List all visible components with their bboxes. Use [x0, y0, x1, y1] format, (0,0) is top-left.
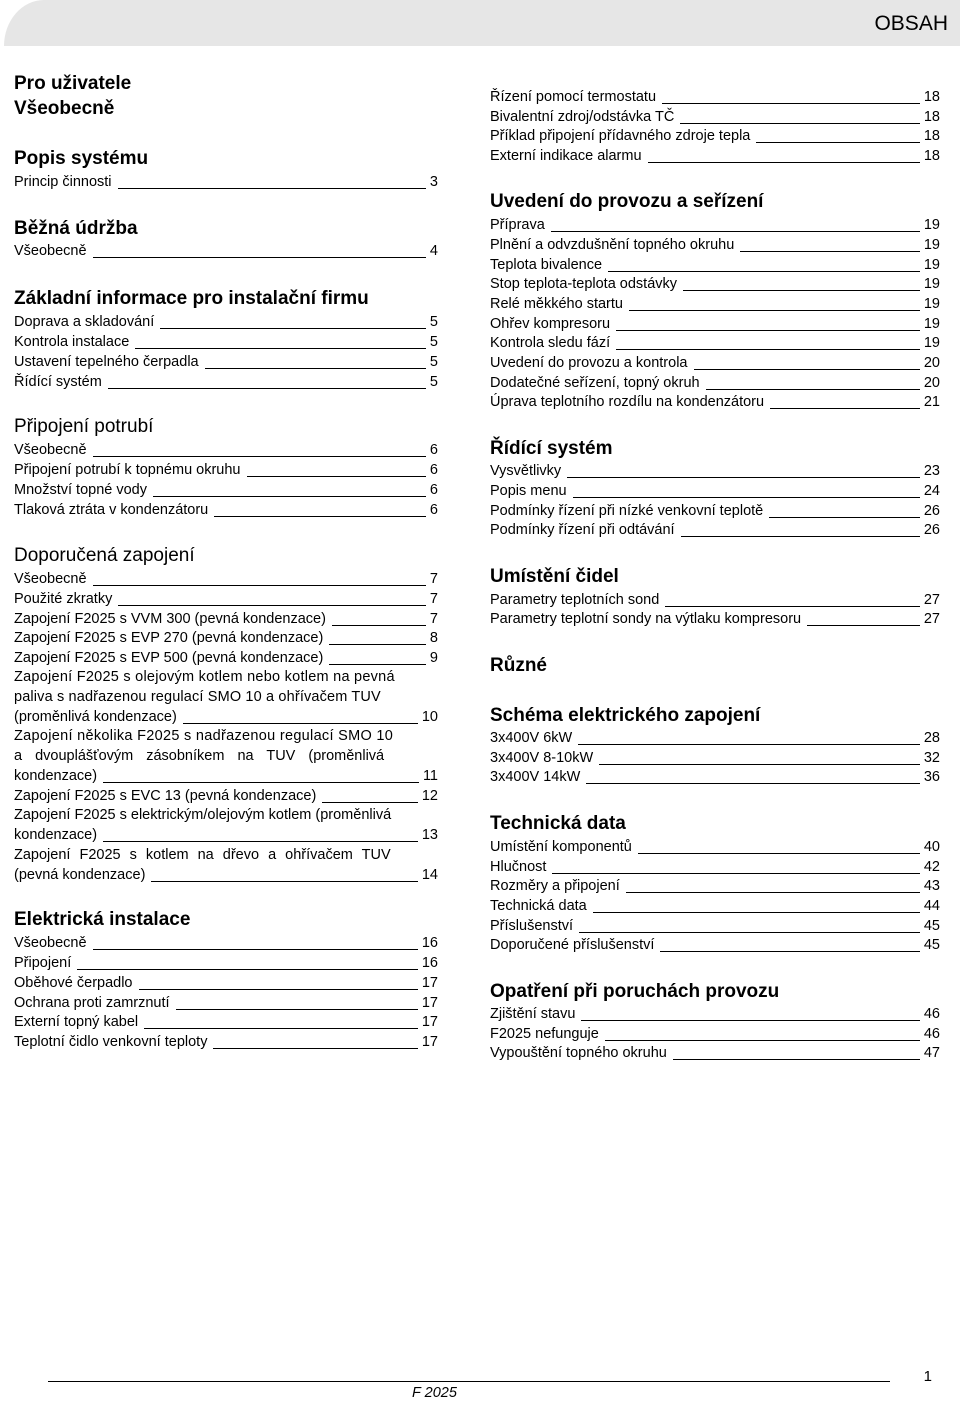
leader-line: [608, 271, 920, 272]
toc-entry-text: Zjištění stavu: [490, 1006, 576, 1022]
toc-entry-text: Kontrola sledu fází: [490, 335, 611, 351]
toc-entry-page: 23: [923, 463, 940, 479]
toc-entry-page: 14: [421, 867, 438, 883]
toc-entry[interactable]: [490, 1024, 940, 1044]
leader-line: [329, 644, 426, 645]
leader-line: [151, 881, 417, 882]
toc-entry[interactable]: [14, 569, 438, 589]
toc-entry-page: 13: [421, 827, 438, 843]
toc-entry-line: paliva s nadřazenou regulací SMO 10 a ohřívačem TUV: [14, 689, 381, 705]
toc-entry-text: Vypouštění topného okruhu: [490, 1045, 667, 1061]
toc-entry[interactable]: [14, 500, 438, 520]
toc-entry-page: 7: [429, 591, 438, 607]
toc-entry-page: 19: [923, 257, 940, 273]
toc-entry-page: 19: [923, 296, 940, 312]
section-heading: Technická data: [490, 813, 626, 834]
toc-entry-text: Ohřev kompresoru: [490, 316, 611, 332]
toc-entry[interactable]: [14, 609, 438, 629]
toc-entry-page: 17: [421, 995, 438, 1011]
toc-entry-text: Všeobecně: [14, 935, 87, 951]
leader-line: [573, 497, 920, 498]
leader-line: [93, 949, 418, 950]
toc-entry-text: F2025 nefunguje: [490, 1026, 599, 1042]
leader-line: [214, 516, 426, 517]
toc-entry[interactable]: [14, 628, 438, 648]
toc-entry[interactable]: [490, 501, 940, 521]
toc-entry-text: Řídící systém: [14, 374, 102, 390]
toc-entry-page: 6: [429, 502, 438, 518]
toc-entry-text: Řízení pomocí termostatu: [490, 89, 657, 105]
leader-line: [567, 477, 920, 478]
toc-entry[interactable]: [490, 314, 940, 334]
toc-entry-text: Parametry teplotních sond: [490, 592, 660, 608]
toc-entry[interactable]: [490, 353, 940, 373]
toc-entry-text: Externí topný kabel: [14, 1014, 139, 1030]
toc-entry-text: Ustavení tepelného čerpadla: [14, 354, 199, 370]
toc-entry-page: 5: [429, 374, 438, 390]
toc-entry-text: Uvedení do provozu a kontrola: [490, 355, 688, 371]
toc-entry-page: 32: [923, 750, 940, 766]
toc-entry[interactable]: [490, 916, 940, 936]
leader-line: [93, 585, 426, 586]
toc-entry-page: 19: [923, 335, 940, 351]
toc-entry-page: 20: [923, 355, 940, 371]
toc-entry[interactable]: [490, 876, 940, 896]
toc-entry[interactable]: [490, 126, 940, 146]
toc-entry-text: Zapojení F2025 s EVC 13 (pevná kondenzace): [14, 788, 317, 804]
leader-line: [680, 123, 920, 124]
toc-entry-text: kondenzace): [14, 827, 98, 843]
toc-entry-line: Zapojení několika F2025 s nadřazenou regulací SMO 10: [14, 728, 394, 744]
leader-line: [586, 783, 920, 784]
toc-entry[interactable]: [490, 896, 940, 916]
toc-entry[interactable]: [14, 440, 438, 460]
toc-entry[interactable]: [490, 590, 940, 610]
toc-entry-multiline[interactable]: [14, 726, 438, 766]
leader-line: [183, 723, 418, 724]
toc-entry[interactable]: [14, 825, 438, 845]
toc-entry[interactable]: [490, 837, 940, 857]
toc-entry-page: 4: [429, 243, 438, 259]
toc-entry-page: 20: [923, 375, 940, 391]
toc-entry-page: 36: [923, 769, 940, 785]
toc-entry-text: 3x400V 6kW: [490, 730, 573, 746]
leader-line: [694, 369, 920, 370]
footer-divider: [48, 1381, 890, 1382]
leader-line: [551, 231, 920, 232]
toc-entry-text: Doprava a skladování: [14, 314, 155, 330]
toc-entry-page: 11: [422, 768, 438, 784]
leader-line: [665, 606, 920, 607]
toc-entry[interactable]: [490, 294, 940, 314]
leader-line: [579, 932, 920, 933]
leader-line: [605, 1040, 920, 1041]
toc-entry-text: (proměnlivá kondenzace): [14, 709, 177, 725]
page-number: 1: [923, 1368, 932, 1385]
leader-line: [160, 328, 426, 329]
section-heading: Popis systému: [14, 148, 149, 169]
leader-line: [77, 969, 418, 970]
toc-entry-page: 6: [429, 482, 438, 498]
toc-entry-text: Parametry teplotní sondy na výtlaku kompresoru: [490, 611, 802, 627]
leader-line: [93, 456, 426, 457]
leader-line: [103, 841, 418, 842]
toc-entry-text: (pevná kondenzace): [14, 867, 146, 883]
section-heading: Různé: [490, 655, 547, 676]
toc-entry[interactable]: [14, 480, 438, 500]
toc-entry-page: 8: [429, 630, 438, 646]
leader-line: [153, 496, 426, 497]
toc-entry-multiline[interactable]: [14, 845, 438, 865]
toc-entry[interactable]: [14, 786, 438, 806]
leader-line: [108, 388, 426, 389]
toc-entry-page: 21: [923, 394, 940, 410]
toc-entry[interactable]: [490, 1004, 940, 1024]
toc-entry[interactable]: [14, 707, 438, 727]
leader-line: [332, 625, 426, 626]
toc-entry[interactable]: [490, 87, 940, 107]
toc-entry-page: 19: [923, 217, 940, 233]
toc-entry[interactable]: [14, 332, 438, 352]
section-heading: Všeobecně: [14, 98, 115, 119]
toc-entry[interactable]: [490, 255, 940, 275]
section-heading: Elektrická instalace: [14, 909, 191, 930]
page-header: [4, 0, 960, 46]
leader-line: [578, 744, 920, 745]
toc-entry-text: Relé měkkého startu: [490, 296, 623, 312]
toc-entry[interactable]: [14, 1032, 438, 1052]
toc-entry-text: Teplotní čidlo venkovní teploty: [14, 1034, 208, 1050]
toc-entry[interactable]: [490, 481, 940, 501]
toc-entry-page: 46: [923, 1026, 940, 1042]
toc-entry-multiline[interactable]: [14, 805, 438, 825]
toc-entry-page: 19: [923, 276, 940, 292]
toc-entry-page: 18: [923, 128, 940, 144]
toc-entry-text: Rozměry a připojení: [490, 878, 620, 894]
toc-entry[interactable]: [14, 352, 438, 372]
toc-entry-page: 43: [923, 878, 940, 894]
toc-entry-page: 18: [923, 89, 940, 105]
toc-entry-text: Technická data: [490, 898, 587, 914]
toc-entry-page: 10: [421, 709, 438, 725]
section-heading: Uvedení do provozu a seřízení: [490, 191, 764, 212]
toc-entry-text: Externí indikace alarmu: [490, 148, 642, 164]
leader-line: [683, 290, 920, 291]
toc-entry-page: 16: [421, 935, 438, 951]
toc-entry-page: 17: [421, 1014, 438, 1030]
toc-entry[interactable]: [490, 146, 940, 166]
leader-line: [616, 330, 920, 331]
toc-entry-text: Podmínky řízení při nízké venkovní teplotě: [490, 503, 764, 519]
toc-entry[interactable]: [490, 274, 940, 294]
toc-entry[interactable]: [490, 935, 940, 955]
leader-line: [599, 764, 920, 765]
toc-entry-line: a dvouplášťovým zásobníkem na TUV (proměnlivá: [14, 748, 385, 764]
leader-line: [648, 162, 920, 163]
leader-line: [629, 310, 920, 311]
leader-line: [118, 605, 426, 606]
toc-entry-text: Použité zkratky: [14, 591, 113, 607]
toc-entry[interactable]: [14, 460, 438, 480]
toc-entry-text: Bivalentní zdroj/odstávka TČ: [490, 109, 675, 125]
toc-entry[interactable]: [490, 373, 940, 393]
section-heading: Běžná údržba: [14, 218, 138, 239]
leader-line: [593, 912, 920, 913]
leader-line: [673, 1059, 920, 1060]
leader-line: [139, 989, 418, 990]
toc-entry-page: 16: [421, 955, 438, 971]
toc-entry-text: Všeobecně: [14, 243, 87, 259]
toc-entry[interactable]: [14, 973, 438, 993]
toc-entry-text: Teplota bivalence: [490, 257, 603, 273]
toc-entry[interactable]: [490, 748, 940, 768]
toc-entry-page: 24: [923, 483, 940, 499]
toc-entry-page: 40: [923, 839, 940, 855]
toc-entry[interactable]: [14, 865, 438, 885]
leader-line: [205, 368, 426, 369]
toc-entry-page: 27: [923, 611, 940, 627]
toc-entry[interactable]: [490, 235, 940, 255]
toc-entry-text: Umístění komponentů: [490, 839, 632, 855]
toc-entry-text: Příklad připojení přídavného zdroje tepla: [490, 128, 751, 144]
toc-entry-page: 46: [923, 1006, 940, 1022]
toc-entry[interactable]: [14, 312, 438, 332]
toc-entry-text: Všeobecně: [14, 442, 87, 458]
section-heading: Opatření při poruchách provozu: [490, 981, 780, 1002]
leader-line: [660, 951, 919, 952]
toc-entry[interactable]: [14, 372, 438, 392]
toc-entry-page: 42: [923, 859, 940, 875]
toc-entry-text: Hlučnost: [490, 859, 547, 875]
leader-line: [807, 625, 920, 626]
toc-entry-text: Podmínky řízení při odtávání: [490, 522, 675, 538]
leader-line: [662, 103, 920, 104]
toc-entry-text: Dodatečné seřízení, topný okruh: [490, 375, 700, 391]
toc-entry[interactable]: [490, 728, 940, 748]
leader-line: [706, 389, 920, 390]
toc-entry-page: 18: [923, 109, 940, 125]
toc-entry-page: 6: [429, 462, 438, 478]
leader-line: [626, 892, 920, 893]
toc-entry-page: 17: [421, 975, 438, 991]
toc-entry[interactable]: [490, 857, 940, 877]
page-header-title: OBSAH: [874, 12, 948, 35]
toc-entry-text: Ochrana proti zamrznutí: [14, 995, 170, 1011]
toc-entry-line: Zapojení F2025 s elektrickým/olejovým kotlem (proměnlivá: [14, 807, 392, 823]
toc-entry[interactable]: [490, 107, 940, 127]
toc-entry-page: 6: [429, 442, 438, 458]
toc-entry[interactable]: [14, 589, 438, 609]
toc-entry-page: 7: [429, 571, 438, 587]
leader-line: [769, 517, 920, 518]
toc-entry-page: 47: [923, 1045, 940, 1061]
toc-entry[interactable]: [14, 766, 438, 786]
leader-line: [213, 1048, 417, 1049]
toc-entry-text: Všeobecně: [14, 571, 87, 587]
leader-line: [135, 348, 426, 349]
toc-entry-text: Doporučené příslušenství: [490, 937, 655, 953]
toc-entry[interactable]: [14, 172, 438, 192]
section-heading: Doporučená zapojení: [14, 545, 195, 566]
toc-entry-page: 26: [923, 522, 940, 538]
toc-entry[interactable]: [14, 993, 438, 1013]
toc-entry-line: Zapojení F2025 s kotlem na dřevo a ohřívačem TUV: [14, 847, 391, 863]
toc-entry-text: Stop teplota-teplota odstávky: [490, 276, 678, 292]
toc-entry[interactable]: [490, 215, 940, 235]
toc-entry-text: 3x400V 8-10kW: [490, 750, 594, 766]
toc-entry-text: Množství topné vody: [14, 482, 147, 498]
toc-entry[interactable]: [14, 1012, 438, 1032]
leader-line: [93, 257, 426, 258]
toc-entry[interactable]: [14, 648, 438, 668]
leader-line: [322, 802, 418, 803]
toc-entry-text: Vysvětlivky: [490, 463, 562, 479]
section-heading: Připojení potrubí: [14, 416, 154, 437]
toc-entry-text: Zapojení F2025 s EVP 270 (pevná kondenzace): [14, 630, 324, 646]
toc-entry-text: Tlaková ztráta v kondenzátoru: [14, 502, 209, 518]
leader-line: [118, 188, 426, 189]
leader-line: [638, 853, 920, 854]
leader-line: [740, 251, 920, 252]
toc-entry-text: Plnění a odvzdušnění topného okruhu: [490, 237, 735, 253]
toc-entry-text: Příslušenství: [490, 918, 573, 934]
toc-entry-page: 5: [429, 314, 438, 330]
toc-entry-text: Princip činnosti: [14, 174, 112, 190]
toc-entry-page: 19: [923, 316, 940, 332]
toc-entry-page: 17: [421, 1034, 438, 1050]
toc-entry[interactable]: [490, 609, 940, 629]
toc-entry-text: Oběhové čerpadlo: [14, 975, 133, 991]
toc-entry-page: 26: [923, 503, 940, 519]
section-heading: Základní informace pro instalační firmu: [14, 288, 369, 309]
toc-entry[interactable]: [490, 1043, 940, 1063]
section-heading: Řídící systém: [490, 438, 613, 459]
toc-entry-text: Připojení potrubí k topnému okruhu: [14, 462, 241, 478]
leader-line: [756, 142, 920, 143]
toc-entry-text: 3x400V 14kW: [490, 769, 581, 785]
leader-line: [616, 349, 920, 350]
toc-entry-text: Úprava teplotního rozdílu na kondenzátoru: [490, 394, 765, 410]
section-heading: Umístění čidel: [490, 566, 619, 587]
toc-entry-text: Zapojení F2025 s EVP 500 (pevná kondenzace): [14, 650, 324, 666]
leader-line: [770, 408, 920, 409]
toc-entry-page: 7: [429, 611, 438, 627]
toc-entry-page: 28: [923, 730, 940, 746]
toc-entry-page: 5: [429, 354, 438, 370]
leader-line: [681, 536, 920, 537]
toc-entry[interactable]: [14, 953, 438, 973]
leader-line: [552, 873, 919, 874]
leader-line: [247, 476, 426, 477]
section-heading: Pro uživatele: [14, 73, 132, 94]
leader-line: [581, 1020, 919, 1021]
toc-entry[interactable]: [14, 933, 438, 953]
toc-entry[interactable]: [490, 520, 940, 540]
toc-entry-page: 44: [923, 898, 940, 914]
toc-entry-page: 18: [923, 148, 940, 164]
toc-entry[interactable]: [490, 392, 940, 412]
leader-line: [329, 664, 426, 665]
toc-entry-text: Příprava: [490, 217, 545, 233]
toc-entry-page: 9: [429, 650, 438, 666]
toc-entry-page: 45: [923, 937, 940, 953]
toc-entry-text: Popis menu: [490, 483, 567, 499]
section-heading: Schéma elektrického zapojení: [490, 705, 761, 726]
toc-entry-text: Připojení: [14, 955, 72, 971]
toc-entry[interactable]: [490, 461, 940, 481]
leader-line: [144, 1028, 418, 1029]
leader-line: [176, 1009, 418, 1010]
toc-entry-text: Kontrola instalace: [14, 334, 130, 350]
footer-title: F 2025: [412, 1385, 457, 1401]
toc-entry-page: 19: [923, 237, 940, 253]
toc-entry-page: 5: [429, 334, 438, 350]
leader-line: [103, 782, 419, 783]
toc-entry-text: Zapojení F2025 s VVM 300 (pevná kondenzace): [14, 611, 326, 627]
toc-entry[interactable]: [490, 333, 940, 353]
toc-entry[interactable]: [14, 241, 438, 261]
toc-entry-page: 3: [429, 174, 438, 190]
toc-entry[interactable]: [490, 767, 940, 787]
toc-entry-page: 27: [923, 592, 940, 608]
toc-entry-page: 45: [923, 918, 940, 934]
toc-entry-page: 12: [421, 788, 438, 804]
toc-entry-line: Zapojení F2025 s olejovým kotlem nebo kotlem na pevná: [14, 669, 395, 685]
toc-entry-multiline[interactable]: [14, 667, 438, 707]
toc-entry-text: kondenzace): [14, 768, 98, 784]
